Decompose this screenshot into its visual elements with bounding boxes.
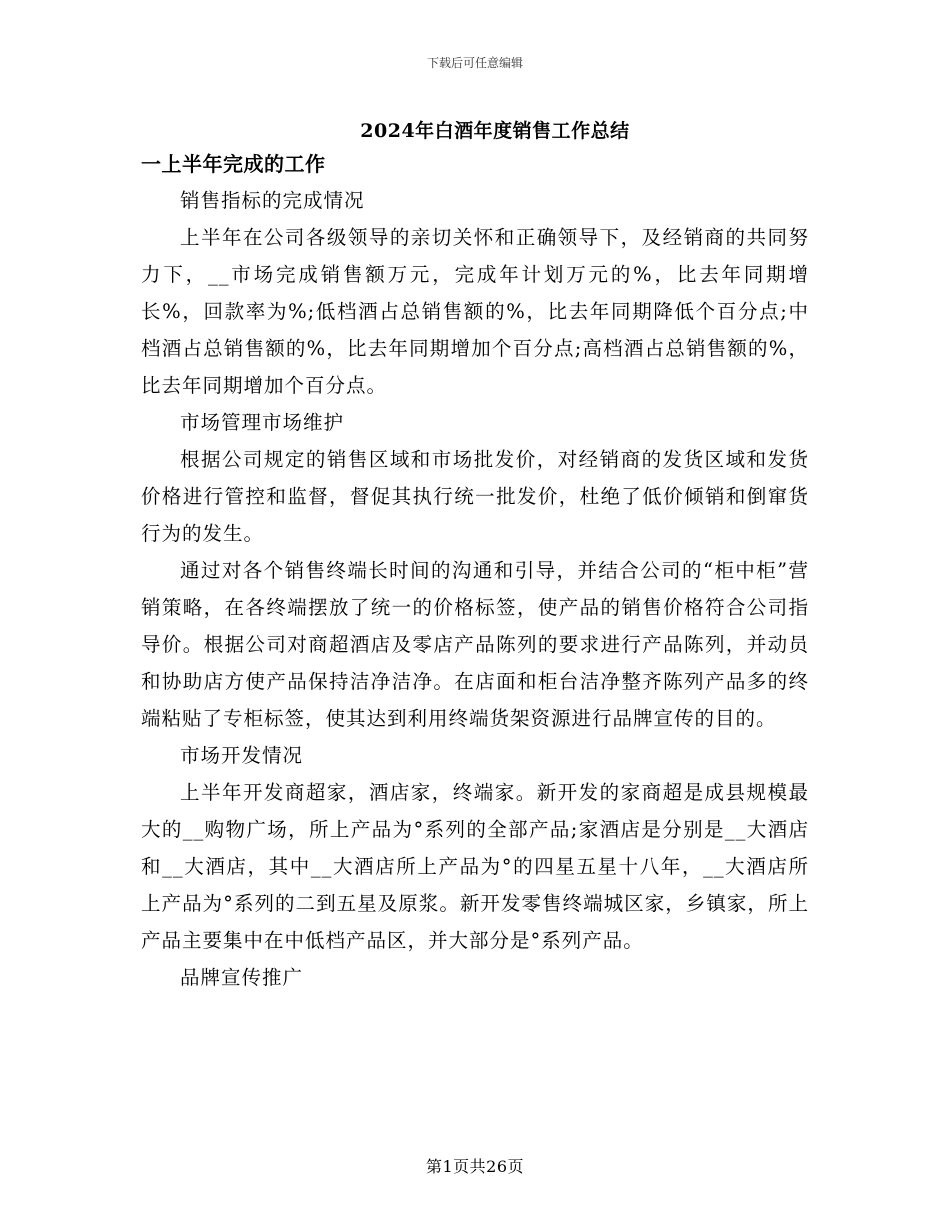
document-body bbox=[141, 182, 809, 996]
header-note: 下载后可任意编辑 bbox=[426, 56, 523, 70]
paragraph-market-management-2: 通过对各个销售终端长时间的沟通和引导，并结合公司的“柜中柜”营销策略，在各终端摆放了统一的价格标签，使产品的销售价格符合公司指导价。根据公司对商超酒店及零店产品陈列的要求进行产品陈列，并动员和协助店方使产品保持洁净洁净。在店面和柜台洁净整齐陈列产品多的终端粘贴了专柜标签，使其达到利用终端货架资源进行品牌宣传的目的。 bbox=[141, 559, 809, 730]
paragraph-market-management-1: 根据公司规定的销售区域和市场批发价，对经销商的发货区域和发货价格进行管控和监督，督促其执行统一批发价，杜绝了低价倾销和倒窜货行为的发生。 bbox=[141, 448, 809, 545]
subheading-market-management: 市场管理市场维护 bbox=[180, 411, 345, 434]
subheading-brand-promotion: 品牌宣传推广 bbox=[180, 966, 304, 989]
subheading-market-development: 市场开发情况 bbox=[180, 744, 304, 767]
section-heading: 一上半年完成的工作 bbox=[141, 152, 326, 176]
page-number: 第1页共26页 bbox=[425, 1157, 525, 1176]
document-title: 2024年白酒年度销售工作总结 bbox=[360, 120, 630, 142]
paragraph-sales-targets: 上半年在公司各级领导的亲切关怀和正确领导下，及经销商的共同努力下，__市场完成销售额万元，完成年计划万元的%，比去年同期增长%，回款率为%;低档酒占总销售额的%，比去年同期降低个百分点;中档酒占总销售额的%，比去年同期增加个百分点;高档酒占总销售额的%，比去年同期增加个百分点。 bbox=[141, 226, 809, 397]
subheading-sales-targets: 销售指标的完成情况 bbox=[180, 189, 365, 212]
paragraph-market-development: 上半年开发商超家，酒店家，终端家。新开发的家商超是成县规模最大的__购物广场，所上产品为°系列的全部产品;家酒店是分别是__大酒店和__大酒店，其中__大酒店所上产品为°的四星五星十八年，__大酒店所上产品为°系列的二到五星及原浆。新开发零售终端城区家，乡镇家，所上产品主要集中在中低档产品区，并大部分是°系列产品。 bbox=[141, 781, 809, 952]
